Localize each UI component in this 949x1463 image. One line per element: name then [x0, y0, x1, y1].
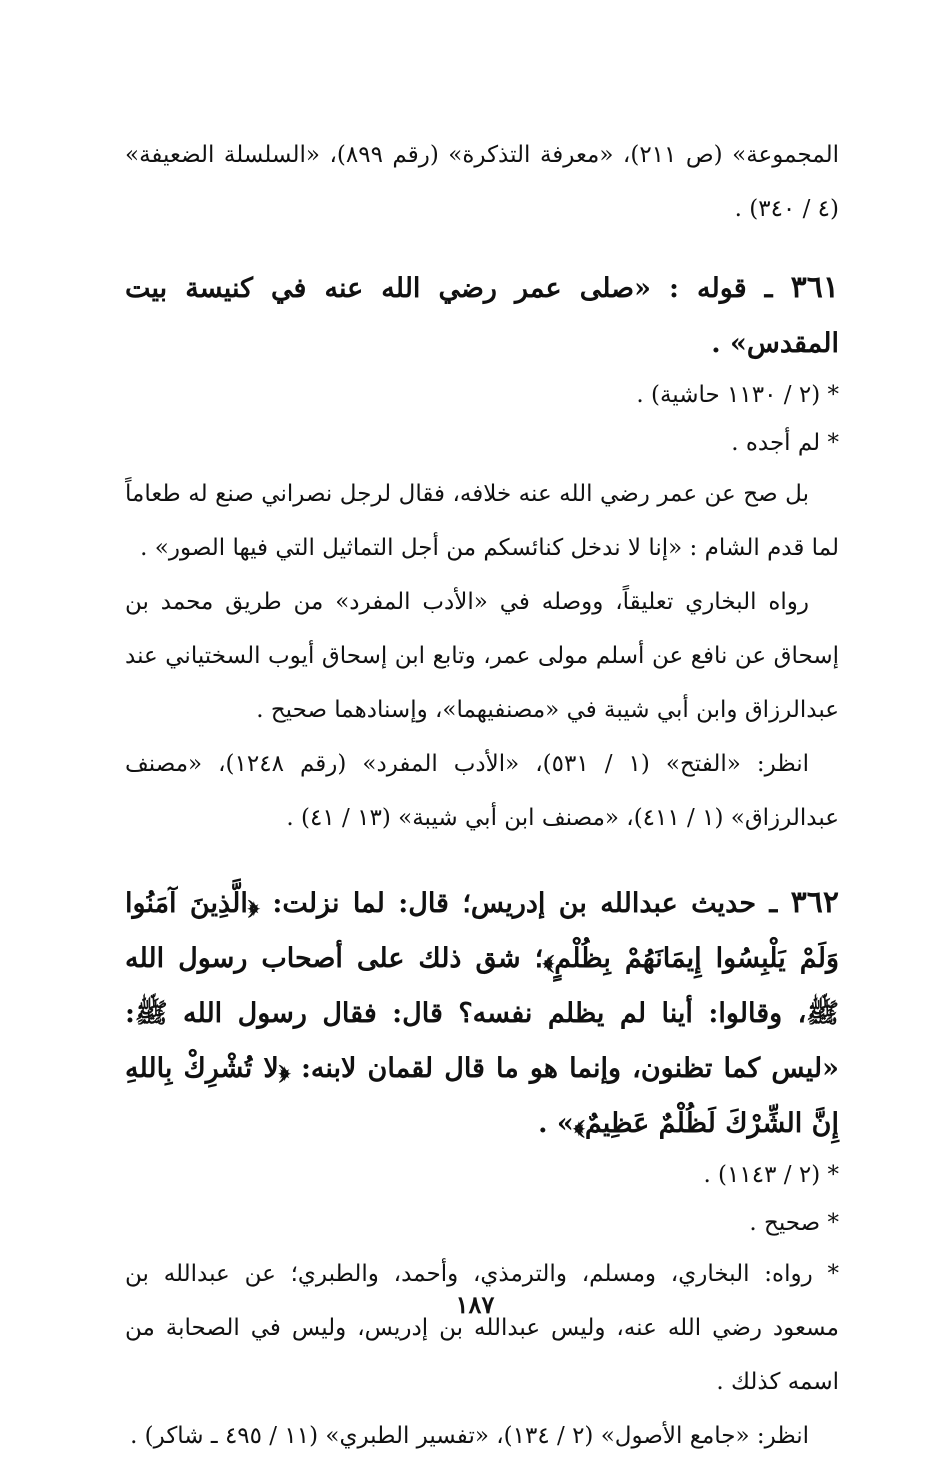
entry-361-title: ـ قوله : «صلى عمر رضي الله عنه في كنيسة بيت المقدس» . [125, 273, 839, 359]
continuation-paragraph: المجموعة» (ص ٢١١)، «معرفة التذكرة» (رقم ٨٩٩)، «السلسلة الضعيفة» (٤ / ٣٤٠) . [125, 142, 839, 222]
entry-361-number: ٣٦١ [790, 270, 840, 305]
entry-361-sources: انظر: «الفتح» (١ / ٥٣١)، «الأدب المفرد» (رقم ١٢٤٨)، «مصنف عبدالرزاق» (١ / ٤١١)، «مصنف ابن أبي شيبة» (١٣ / ٤١) . [125, 751, 839, 831]
entry-361-narration: رواه البخاري تعليقاً، ووصله في «الأدب المفرد» من طريق محمد بن إسحاق عن نافع عن أسلم مولى عمر، وتابع ابن إسحاق أيوب السختياني عند عبدالرزاق وابن أبي شيبة في «مصنفيهما»، وإسنادهما صحيح . [125, 589, 839, 723]
entry-362-number: ٣٦٢ [790, 885, 839, 920]
entry-361-heading [125, 260, 839, 371]
entry-361-verdict: * لم أجده . [731, 430, 839, 456]
entry-362-verdict: * صحيح . [749, 1210, 839, 1236]
entry-362-heading [125, 875, 839, 1151]
entry-361-comment: بل صح عن عمر رضي الله عنه خلافه، فقال لرجل نصراني صنع له طعاماً لما قدم الشام : «إنا لا ندخل كنائسكم من أجل التماثيل التي فيها الصور» . [125, 481, 839, 561]
entry-362-narration: * رواه: البخاري، ومسلم، والترمذي، وأحمد، والطبري؛ عن عبدالله بن مسعود رضي الله عنه، وليس عبدالله بن إدريس، وليس في الصحابة من اسمه كذلك . [125, 1261, 839, 1395]
page-text [125, 128, 839, 1463]
entry-361-reference: * (٢ / ١١٣٠ حاشية) . [636, 382, 839, 408]
page-number: ١٨٧ [455, 1290, 495, 1319]
entry-362-reference: * (٢ / ١١٤٣) . [703, 1162, 839, 1188]
entry-362-title: ـ حديث عبدالله بن إدريس؛ قال: لما نزلت: ﴿الَّذِينَ آمَنُوا وَلَمْ يَلْبِسُوا إِيمَانَهُمْ بِظُلْمٍ﴾؛ شق ذلك على أصحاب رسول الله ﷺ، وقالوا: أينا لم يظلم نفسه؟ قال: فقال رسول الله ﷺ: «ليس كما تظنون، وإنما هو ما قال لقمان لابنه: ﴿لا تُشْرِكْ بِاللهِ إِنَّ الشِّرْكَ لَظُلْمٌ عَظِيمٌ﴾» . [125, 888, 839, 1139]
entry-362-sources: انظر: «جامع الأصول» (٢ / ١٣٤)، «تفسير الطبري» (١١ / ٤٩٥ ـ شاكر) . [130, 1423, 809, 1449]
